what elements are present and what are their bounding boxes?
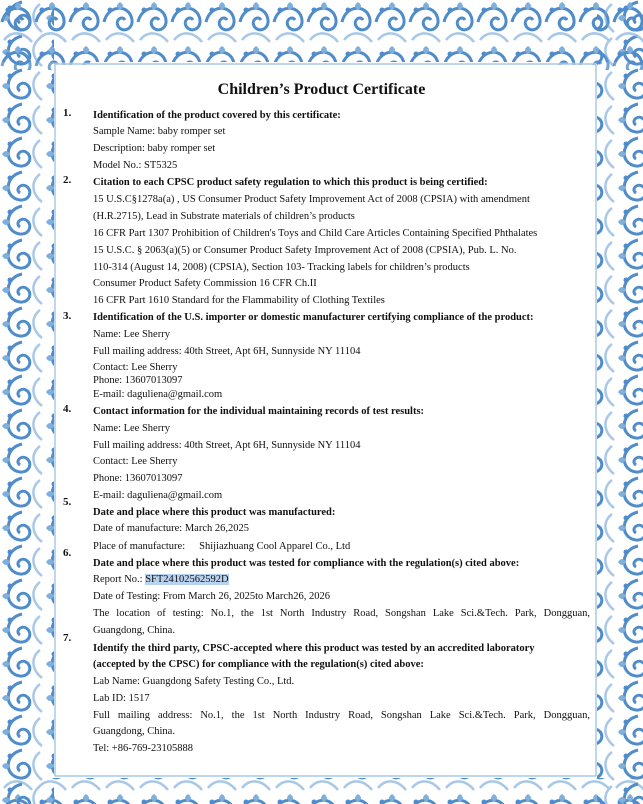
regulation-line: 16 CFR Part 1610 Standard for the Flammability of Clothing Textiles [93, 295, 385, 306]
importer-phone: Phone: 13607013097 [93, 375, 183, 386]
regulation-line: 15 U.S.C. § 2063(a)(5) or Consumer Product Safety Improvement Act of 2008 (CPSIA), Pub. L. No. [93, 245, 517, 256]
report-number [93, 573, 229, 586]
regulation-line: (H.R.2715), Lead in Substrate materials of children’s products [93, 211, 355, 222]
model-number: Model No.: ST5325 [93, 160, 178, 171]
section-2-number: 2. [63, 174, 72, 186]
product-description: Description: baby romper set [93, 143, 216, 154]
importer-name: Name: Lee Sherry [93, 329, 170, 340]
regulation-line: 110-314 (August 14, 2008) (CPSIA), Section 103- Tracking labels for children’s products [93, 262, 470, 273]
section-6-heading: Date and place where this product was tested for compliance with the regulation(s) cited above: [93, 558, 520, 569]
section-1-heading: Identification of the product covered by this certificate: [93, 110, 341, 121]
section-1-number: 1. [63, 107, 72, 119]
section-5-heading: Date and place where this product was manufactured: [93, 507, 336, 518]
section-6-number: 6. [63, 547, 72, 559]
importer-address: Full mailing address: 40th Street, Apt 6H, Sunnyside NY 11104 [93, 346, 361, 357]
section-3-number: 3. [63, 310, 72, 322]
section-5-number: 5. [63, 496, 72, 508]
lab-id: Lab ID: 1517 [93, 693, 150, 704]
section-2-heading: Citation to each CPSC product safety regulation to which this product is being certified: [93, 177, 488, 188]
records-phone: Phone: 13607013097 [93, 473, 183, 484]
records-name: Name: Lee Sherry [93, 423, 170, 434]
lab-name: Lab Name: Guangdong Safety Testing Co., Ltd. [93, 676, 295, 687]
records-contact: Contact: Lee Sherry [93, 456, 178, 467]
regulation-line: 15 U.S.C§1278a(a) , US Consumer Product Safety Improvement Act of 2008 (CPSIA) with amendment [93, 194, 530, 205]
importer-contact: Contact: Lee Sherry [93, 362, 178, 373]
testing-date: Date of Testing: From March 26, 2025to March26, 2026 [93, 591, 331, 602]
certificate-title: Children’s Product Certificate [217, 81, 426, 98]
records-address: Full mailing address: 40th Street, Apt 6H, Sunnyside NY 11104 [93, 440, 361, 451]
manufacture-date: Date of manufacture: March 26,2025 [93, 523, 249, 534]
section-4-heading: Contact information for the individual maintaining records of test results: [93, 406, 425, 417]
regulation-line: 16 CFR Part 1307 Prohibition of Children's Toys and Child Care Articles Containing Specified Phthalates [93, 228, 538, 239]
manufacture-place-value: Shijiazhuang Cool Apparel Co., Ltd [199, 541, 351, 552]
importer-email: E-mail: daguliena@gmail.com [93, 389, 223, 400]
sample-name: Sample Name: baby romper set [93, 126, 226, 137]
report-number-label: Report No.: [93, 574, 146, 585]
section-4-number: 4. [63, 403, 72, 415]
lab-address: Full mailing address: No.1, the 1st North Industry Road, Songshan Lake Sci.&Tech. Park, Dongguan, [93, 710, 590, 721]
section-3-heading: Identification of the U.S. importer or domestic manufacturer certifying compliance of the product: [93, 312, 534, 323]
lab-phone: Tel: +86-769-23105888 [93, 743, 193, 754]
records-email: E-mail: daguliena@gmail.com [93, 490, 223, 501]
section-7-heading-cont: (accepted by the CPSC) for compliance with the regulation(s) cited above: [93, 659, 424, 670]
manufacture-place [93, 540, 350, 553]
lab-address-cont: Guangdong, China. [93, 726, 175, 737]
section-7-number: 7. [63, 632, 72, 644]
manufacture-place-label: Place of manufacture: [93, 541, 186, 552]
regulation-line: Consumer Product Safety Commission 16 CFR Ch.II [93, 278, 317, 289]
section-7-heading: Identify the third party, CPSC-accepted where this product was tested by an accredited laboratory [93, 643, 535, 654]
testing-location-cont: Guangdong, China. [93, 625, 175, 636]
testing-location: The location of testing: No.1, the 1st North Industry Road, Songshan Lake Sci.&Tech. Park, Dongguan, [93, 608, 590, 619]
report-number-value: SFT24102562592D [145, 574, 229, 585]
